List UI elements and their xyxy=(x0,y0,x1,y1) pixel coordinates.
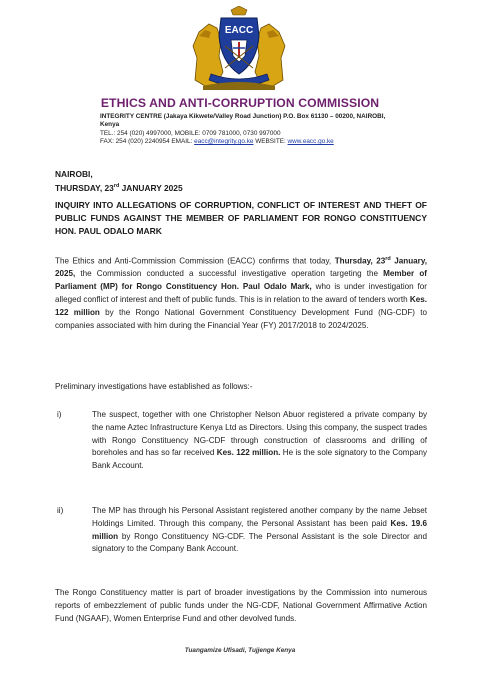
date-rest: JANUARY 2025 xyxy=(119,182,183,193)
website-label: WEBSITE: xyxy=(253,138,288,146)
fax-email-web-line xyxy=(100,138,390,146)
item1-amount-bold: Kes. 122 million. xyxy=(216,448,281,458)
intro-date-suffix: rd xyxy=(385,256,391,262)
list-item-number: i) xyxy=(57,410,62,419)
website-link[interactable]: www.eacc.go.ke xyxy=(287,138,334,146)
eacc-coat-of-arms-logo xyxy=(187,6,291,92)
footer-motto: Tuangamize Ufisadi, Tujjenge Kenya xyxy=(184,647,296,654)
paragraph-preliminary: Preliminary investigations have established as follows:- xyxy=(55,382,253,391)
intro-mp-bold: Member of Parliament (MP) for Rongo Constituency Hon. Paul Odalo Mark, xyxy=(55,269,427,292)
address-line: INTEGRITY CENTRE (Jakaya Kikwete/Valley Road Junction) P.O. Box 61130 – 00200, NAIROBI, Kenya xyxy=(100,113,386,129)
dateline-date xyxy=(55,180,183,194)
intro-date-rest: January, 2025, xyxy=(55,256,427,279)
intro-text-1: The Ethics and Anti-Commission Commission (EACC) confirms that today, xyxy=(55,256,335,266)
subject-heading: INQUIRY INTO ALLEGATIONS OF CORRUPTION, CONFLICT OF INTEREST AND THEFT OF PUBLIC FUNDS AGAINST THE MEMBER OF PARLIAMENT FOR RONGO CONSTITUENCY HON. PAUL ODALO MARK xyxy=(55,200,427,236)
item2-text-1: The MP has through his Personal Assistant registered another company by the name Jebset Holdings Limited. Through this company, the Personal Assistant has been paid xyxy=(92,506,427,528)
intro-date-bold: Thursday, 23 xyxy=(334,256,386,266)
intro-amount-bold: Kes. 122 million xyxy=(55,295,427,317)
fax-prefix: FAX: 254 (020) 2240954 EMAIL: xyxy=(100,138,195,146)
item1-text-1: The suspect, together with one Christopher Nelson Abuor registered a private company by the name Aztec Infrastructure Kenya Ltd as Directors. Using this company, the suspect trades with Rongo Constituency NG-CDF through construction of classrooms and drilling of boreholes and has so far received xyxy=(92,410,428,458)
intro-text-4: by the Rongo National Government Constituency Development Fund (NG-CDF) to companies associated with him during the Financial Year (FY) 2017/2018 to 2024/2025. xyxy=(55,307,427,330)
item2-text-2: by Rongo Constituency NG-CDF. The Personal Assistant is the sole Director and signatory to the Company Bank Account. xyxy=(92,531,427,554)
date-day: THURSDAY, 23 xyxy=(55,182,114,193)
list-item-number: ii) xyxy=(57,506,64,515)
paragraph-broader-investigation: The Rongo Constituency matter is part of broader investigations by the Commission into numerous reports of embezzlement of public funds under the NG-CDF, National Government Affirmative Action Fund (NGAAF), Women Enterprise Fund and other devolved funds. xyxy=(55,588,427,623)
letterhead-contact-block xyxy=(100,113,390,147)
email-link[interactable]: eacc@integrity.go.ke xyxy=(194,138,254,146)
dateline xyxy=(55,168,183,194)
list-item-text xyxy=(92,505,427,556)
intro-text-2: the Commission conducted a successful investigative operation targeting the xyxy=(75,269,384,279)
organization-name: ETHICS AND ANTI-CORRUPTION COMMISSION xyxy=(100,96,380,110)
item2-amount-bold: Kes. 19.6 million xyxy=(92,518,427,541)
list-item-text xyxy=(92,409,427,473)
intro-text-3: who is under investigation for alleged conflict of interest and theft of public funds. This is in relation to the award of tenders worth xyxy=(55,282,428,305)
seal-text: EACC xyxy=(224,25,254,36)
telephone-line: TEL.: 254 (020) 4997000, MOBILE: 0709 781000, 0730 997000 xyxy=(100,129,281,137)
item1-text-2: He is the sole signatory to the Company Bank Account. xyxy=(92,448,428,471)
dateline-city: NAIROBI, xyxy=(55,169,93,179)
paragraph-intro xyxy=(55,253,427,332)
date-suffix: rd xyxy=(113,183,120,189)
